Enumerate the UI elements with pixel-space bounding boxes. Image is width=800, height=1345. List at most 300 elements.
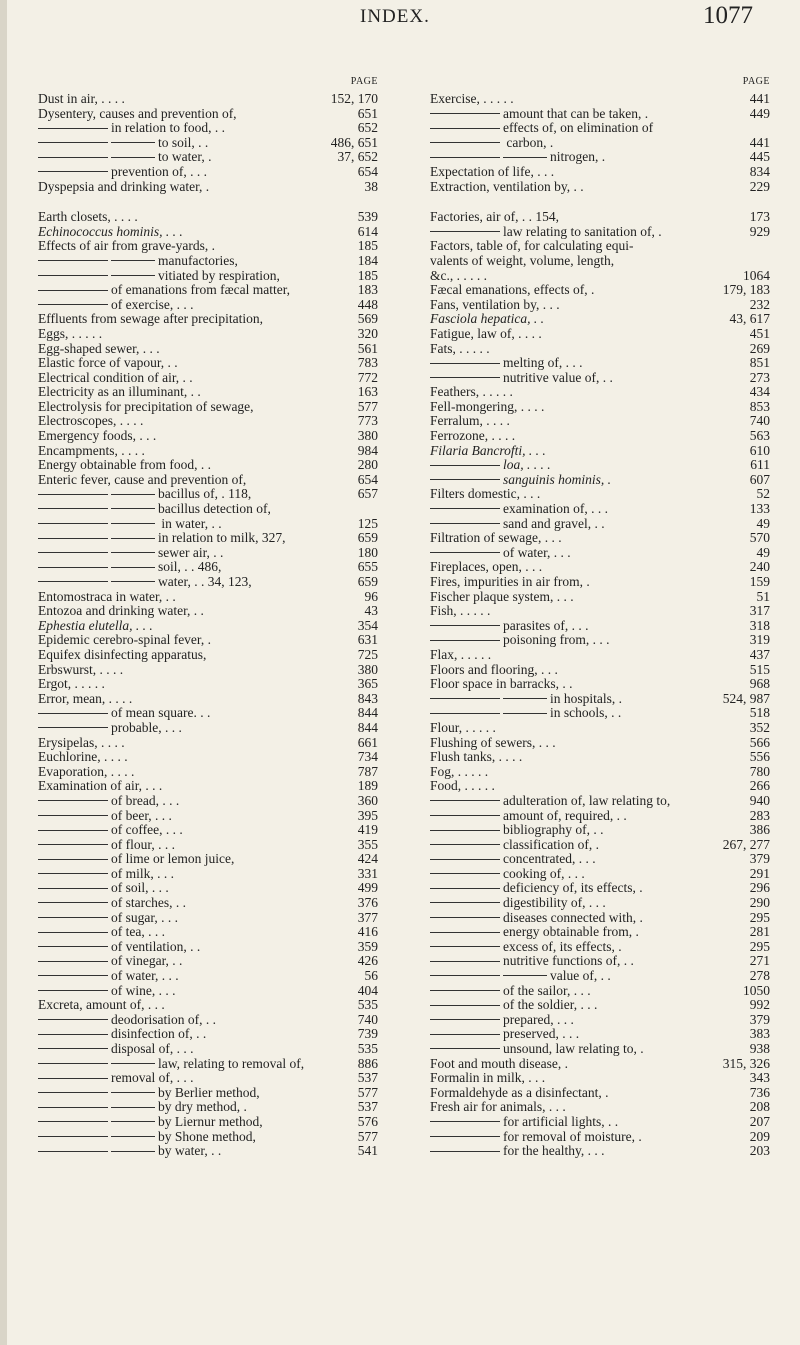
entry-label: deficiency of, its effects, . [503,880,643,896]
index-entry [38,560,378,575]
entry-pages: 38 [364,178,378,194]
entry-pages: 441 [749,134,770,150]
entry-pages: 354 [357,617,378,633]
entry-label: in relation to food, . . [111,120,225,136]
index-entry [430,444,770,459]
entry-label: Fell-mongering, . . . . [430,398,545,414]
entry-pages: 834 [749,163,770,179]
entry-label: Electrical condition of air, . . [38,369,193,385]
entry-label: of starches, . . [111,895,186,911]
entry-pages: 659 [357,574,378,589]
index-dash [430,961,500,962]
index-entry [38,648,378,663]
entry-pages: 383 [749,1026,770,1042]
entry-pages: 773 [357,413,378,429]
index-entry [38,852,378,867]
index-entry [38,414,378,429]
entry-pages: 499 [357,880,378,896]
index-entry [38,604,378,619]
entry-pages: 49 [756,515,770,531]
index-entry [430,312,770,327]
entry-label: Fireplaces, open, . . . [430,559,543,575]
index-entry [430,283,770,298]
index-dash [111,567,155,568]
entry-label: melting of, . . . [503,355,583,371]
entry-label: Electricity as an illuminant, . . [38,384,201,400]
entry-label: vitiated by respiration, [158,267,280,283]
index-dash [38,727,108,728]
entry-pages: 271 [749,953,770,969]
index-entry [430,210,770,225]
entry-pages: 734 [357,749,378,765]
index-entry [430,954,770,969]
index-dash [38,830,108,831]
index-entry [38,1130,378,1145]
entry-label: Extraction, ventilation by, . . [430,178,584,194]
index-entry [430,121,770,136]
index-dash [430,800,500,801]
entry-label: law relating to sanitation of, . [503,223,662,239]
entry-pages: 424 [357,851,378,867]
entry-pages: 851 [749,355,770,371]
index-entry [38,92,378,107]
entry-label: to water, . [158,149,212,165]
entry-label: of mean square. . . [111,705,211,721]
entry-label: of sugar, . . . [111,909,178,925]
entry-pages: 318 [749,617,770,633]
index-entry [430,225,770,240]
index-entry [430,1086,770,1101]
entry-pages: 376 [357,895,378,911]
entry-pages: 576 [357,1113,378,1129]
entry-label: of emanations from fæcal matter, [111,282,291,298]
index-dash [430,231,500,232]
entry-pages: 183 [357,282,378,298]
index-dash [430,859,500,860]
entry-pages: 320 [357,325,378,341]
entry-label: of water, . . . [111,968,179,984]
index-entry [430,487,770,502]
entry-label: Factories, air of, . . 154, [430,209,559,225]
entry-pages: 416 [357,924,378,940]
entry-label: Entozoa and drinking water, . . [38,603,204,619]
index-entry [430,736,770,751]
index-entry [430,1013,770,1028]
entry-pages: 886 [357,1055,378,1071]
entry-label: Floors and flooring, . . . [430,661,558,677]
index-dash [38,142,108,143]
entry-label: loa, . . . . [503,457,551,473]
entry-label: Encampments, . . . . [38,442,145,458]
entry-label: Euchlorine, . . . . [38,749,128,765]
entry-label: Ergot, . . . . . [38,676,105,692]
entry-label: Floor space in barracks, . . [430,676,573,692]
index-entry [38,838,378,853]
index-dash [38,304,108,305]
index-entry [38,356,378,371]
index-entry [430,648,770,663]
entry-label: Foot and mouth disease, . [430,1055,568,1071]
entry-pages: 541 [357,1143,378,1159]
entry-label: of the soldier, . . . [503,997,598,1013]
index-dash [430,888,500,889]
index-entry [430,92,770,107]
entry-pages: 189 [357,778,378,794]
index-dash [430,1048,500,1049]
entry-label: by Liernur method, [158,1113,263,1129]
index-entry [38,239,378,254]
entry-label: manufactories, [158,252,238,268]
index-entry [38,1086,378,1101]
entry-pages: 783 [357,355,378,371]
index-entry [38,1071,378,1086]
index-entry [430,180,770,195]
index-dash [38,581,108,582]
entry-pages: 331 [357,865,378,881]
index-entry [430,779,770,794]
index-dash [111,523,155,524]
index-entry [430,136,770,151]
entry-label: of wine, . . . [111,982,176,998]
index-entry [430,765,770,780]
index-entry [38,531,378,546]
index-dash [111,1063,155,1064]
page-heading-label: PAGE [742,76,770,87]
index-entry [38,342,378,357]
entry-pages: 269 [749,340,770,356]
index-dash [38,815,108,816]
entry-label: Electroscopes, . . . . [38,413,144,429]
index-dash [430,363,500,364]
index-dash [38,494,108,495]
entry-label: by Shone method, [158,1128,256,1144]
entry-pages: 515 [749,661,770,677]
index-entry [38,765,378,780]
index-dash [111,142,155,143]
index-dash [430,377,500,378]
entry-label: Dust in air, . . . . [38,91,125,106]
index-entry [430,750,770,765]
index-dash [111,157,155,158]
entry-pages: 940 [749,792,770,808]
index-entry [38,165,378,180]
entry-pages: 434 [749,384,770,400]
entry-pages: 209 [749,1128,770,1144]
entry-pages: 379 [749,851,770,867]
index-entry [38,677,378,692]
entry-label: of water, . . . [503,544,571,560]
entry-pages: 37, 652 [337,149,378,165]
index-column-right [430,78,770,1159]
entry-pages: 780 [749,763,770,779]
entry-pages: 266 [749,778,770,794]
index-dash [38,290,108,291]
index-entry [430,165,770,180]
index-entry [38,150,378,165]
entry-pages: 273 [749,369,770,385]
index-dash [38,275,108,276]
entry-pages: 739 [357,1026,378,1042]
index-dash [430,479,500,480]
index-entry [38,633,378,648]
entry-label: Dysentery, causes and prevention of, [38,105,237,121]
index-dash [430,932,500,933]
entry-pages: 607 [749,471,770,487]
entry-pages: 43 [364,603,378,619]
entry-pages: 725 [357,646,378,662]
entry-pages: 96 [364,588,378,604]
entry-label: bacillus of, . 118, [158,486,252,502]
entry-label: water, . . 34, 123, [158,574,252,589]
index-entry [430,940,770,955]
entry-label: cooking of, . . . [503,865,585,881]
entry-label: Energy obtainable from food, . . [38,457,211,473]
entry-pages: 655 [357,559,378,575]
index-entry [430,677,770,692]
entry-label: of tea, . . . [111,924,165,940]
index-entry [38,107,378,122]
entry-label: carbon, . [503,134,554,150]
entry-pages: 449 [749,105,770,121]
entry-label: to soil, . . [158,134,209,150]
entry-pages: 740 [749,413,770,429]
page-edge [0,0,7,1345]
index-entry [38,911,378,926]
entry-pages: 173 [749,209,770,225]
index-dash [430,873,500,874]
entry-label: of ventilation, . . [111,938,201,954]
index-entry [430,473,770,488]
index-entry [38,736,378,751]
entry-pages: 163 [357,384,378,400]
index-entry [430,385,770,400]
entry-label: Ephestia elutella, . . . [38,617,153,633]
index-entry [430,1057,770,1072]
entry-label: deodorisation of, . . [111,1011,216,1027]
entry-label: Fires, impurities in air from, . [430,574,590,589]
index-entry [430,150,770,165]
entry-label: Fatigue, law of, . . . . [430,325,542,341]
entry-label: Eggs, . . . . . [38,325,103,341]
index-entry [430,414,770,429]
index-dash [430,552,500,553]
entry-label: nitrogen, . [550,149,606,165]
entry-pages: 355 [357,836,378,852]
index-dash [38,1078,108,1079]
index-entry [430,1100,770,1115]
entry-pages: 1050 [743,982,770,998]
entry-pages: 740 [357,1011,378,1027]
entry-label: energy obtainable from, . [503,924,639,940]
entry-pages: 610 [749,442,770,458]
index-dash [38,1151,108,1152]
entry-label: disposal of, . . . [111,1041,194,1056]
entry-pages: 152, 170 [330,91,378,106]
entry-pages: 380 [357,428,378,444]
entry-pages: 844 [357,705,378,721]
index-dash [430,1121,500,1122]
index-dash [430,128,500,129]
index-entry [38,823,378,838]
entry-pages: 651 [357,105,378,121]
index-dash [38,171,108,172]
entry-label: by Berlier method, [158,1084,260,1100]
index-dash [38,932,108,933]
entry-label: of coffee, . . . [111,822,183,838]
index-entry [38,517,378,532]
entry-label: Echinococcus hominis, . . . [38,223,183,239]
entry-pages: 566 [749,734,770,750]
entry-pages: 352 [749,719,770,735]
index-entry [38,458,378,473]
entry-label: of flour, . . . [111,836,175,852]
entry-pages: 319 [749,632,770,648]
entry-pages: 929 [749,223,770,239]
entry-label: Elastic force of vapour, . . [38,355,178,371]
entry-pages: 611 [750,457,770,473]
index-entry [38,210,378,225]
entry-label: Flushing of sewers, . . . [430,734,556,750]
index-entry [430,342,770,357]
entry-label: of vinegar, . . [111,953,183,969]
entry-label: preserved, . . . [503,1026,580,1042]
entry-pages: 968 [749,676,770,692]
entry-pages: 984 [357,442,378,458]
index-dash [38,1063,108,1064]
index-dash [38,538,108,539]
entry-pages: 539 [357,209,378,225]
entry-pages: 295 [749,909,770,925]
index-entry [430,619,770,634]
entry-pages: 360 [357,792,378,808]
entry-pages: 278 [749,968,770,984]
index-entry [38,1057,378,1072]
entry-pages: 379 [749,1011,770,1027]
index-entry [430,809,770,824]
entry-label: Fæcal emanations, effects of, . [430,282,595,298]
index-entry [430,517,770,532]
entry-pages: 657 [357,486,378,502]
index-entry [38,706,378,721]
index-dash [503,698,547,699]
entry-label: sanguinis hominis, . [503,471,612,487]
entry-label: of milk, . . . [111,865,174,881]
entry-pages: 652 [357,120,378,136]
index-dash [430,975,500,976]
entry-label: probable, . . . [111,719,182,735]
index-entry [430,575,770,590]
index-dash [38,1034,108,1035]
entry-label: Fasciola hepatica, . . [430,311,544,327]
index-entry [430,911,770,926]
index-entry [430,823,770,838]
index-entry [38,663,378,678]
index-dash [430,946,500,947]
entry-label: Excreta, amount of, . . . [38,997,165,1013]
index-entry [430,560,770,575]
index-entry [430,1130,770,1145]
index-entry [430,531,770,546]
index-entry [430,706,770,721]
index-entry [38,371,378,386]
index-entry [430,269,770,284]
index-entry [430,107,770,122]
entry-label: amount of, required, . . [503,807,627,823]
entry-label: Fans, ventilation by, . . . [430,296,560,312]
entry-pages: 570 [749,530,770,546]
entry-label: Fish, . . . . . [430,603,491,619]
index-dash [430,640,500,641]
index-entry [430,838,770,853]
entry-pages: 853 [749,398,770,414]
index-dash [111,1092,155,1093]
entry-pages: 445 [749,149,770,165]
entry-label: Erysipelas, . . . . [38,734,125,750]
index-dash [430,990,500,991]
entry-label: Examination of air, . . . [38,778,163,794]
entry-pages: 377 [357,909,378,925]
index-entry [38,254,378,269]
entry-pages: 1064 [743,267,770,283]
entry-pages: 395 [357,807,378,823]
index-entry [430,502,770,517]
index-entry [430,356,770,371]
index-dash [430,157,500,158]
index-dash [111,552,155,553]
index-dash [430,508,500,509]
entry-pages: 179, 183 [722,282,770,298]
entry-pages: 52 [756,486,770,502]
entry-label: effects of, on elimination of [503,120,654,136]
entry-label: Flax, . . . . . [430,646,492,662]
entry-pages: 518 [749,705,770,721]
index-dash [38,902,108,903]
entry-pages: 563 [749,428,770,444]
page-heading-label: PAGE [350,76,378,87]
entry-pages: 232 [749,296,770,312]
index-entry [430,1115,770,1130]
entry-pages: 441 [749,91,770,106]
index-dash [111,1151,155,1152]
entry-label: Epidemic cerebro-spinal fever, . [38,632,212,648]
entry-pages: 380 [357,661,378,677]
index-entry [38,312,378,327]
index-entry [38,896,378,911]
entry-label: value of, . . [550,968,611,984]
entry-pages: 208 [749,1099,770,1115]
index-entry [38,969,378,984]
entry-label: in schools, . . [550,705,622,721]
index-dash [38,1019,108,1020]
entry-pages: 419 [357,822,378,838]
index-entry [38,121,378,136]
entry-label: Enteric fever, cause and prevention of, [38,471,247,487]
entry-pages: 654 [357,163,378,179]
index-entry [38,590,378,605]
entry-label: sand and gravel, . . [503,515,605,531]
entry-pages: 184 [357,252,378,268]
index-entry [38,400,378,415]
entry-pages: 524, 987 [722,690,770,706]
entry-label: of lime or lemon juice, [111,851,235,867]
entry-label: Electrolysis for precipitation of sewage, [38,398,254,414]
entry-label: Fog, . . . . . [430,763,489,779]
index-entry [430,867,770,882]
entry-pages: 180 [357,544,378,560]
entry-pages: 938 [749,1041,770,1056]
index-entry [430,1144,770,1159]
entry-label: Flush tanks, . . . . [430,749,523,765]
